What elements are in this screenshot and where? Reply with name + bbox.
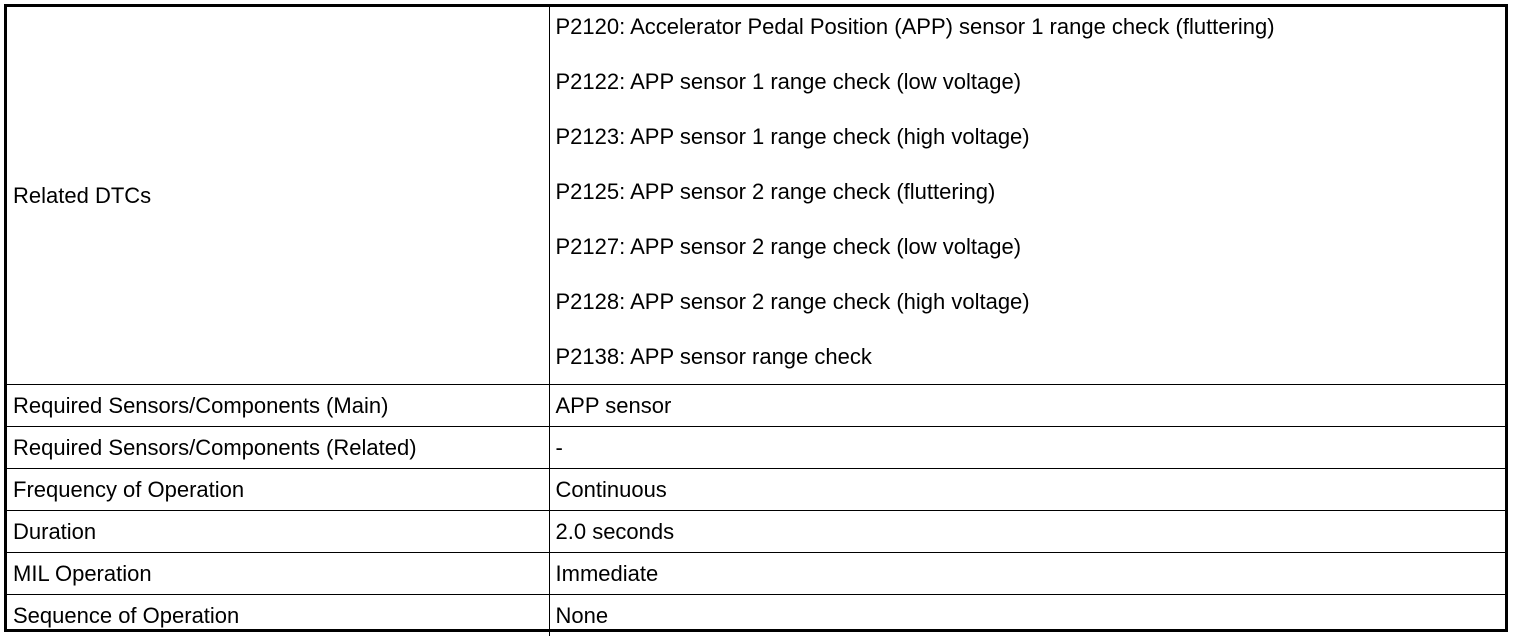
row-label: Required Sensors/Components (Related)	[7, 427, 549, 469]
dtc-item: P2138: APP sensor range check	[555, 344, 872, 369]
table-row-sequence	[7, 595, 1505, 637]
row-label: Related DTCs	[7, 7, 549, 385]
row-value: APP sensor	[549, 385, 1505, 427]
row-value: -	[549, 427, 1505, 469]
table-row-frequency	[7, 469, 1505, 511]
table-row-required-related	[7, 427, 1505, 469]
row-value: 2.0 seconds	[549, 511, 1505, 553]
row-value: Immediate	[549, 553, 1505, 595]
dtc-item: P2127: APP sensor 2 range check (low voltage)	[555, 234, 1022, 259]
row-label: Required Sensors/Components (Main)	[7, 385, 549, 427]
row-label: Frequency of Operation	[7, 469, 549, 511]
dtc-item: P2125: APP sensor 2 range check (fluttering)	[555, 179, 996, 204]
dtc-item: P2120: Accelerator Pedal Position (APP) sensor 1 range check (fluttering)	[555, 14, 1275, 39]
spec-table-frame	[4, 4, 1508, 632]
dtc-item: P2122: APP sensor 1 range check (low voltage)	[555, 69, 1022, 94]
table-row-mil-operation	[7, 553, 1505, 595]
table-row-related-dtcs	[7, 7, 1505, 385]
table-row-required-main	[7, 385, 1505, 427]
row-value: Continuous	[549, 469, 1505, 511]
dtc-item: P2123: APP sensor 1 range check (high voltage)	[555, 124, 1030, 149]
dtc-item: P2128: APP sensor 2 range check (high voltage)	[555, 289, 1030, 314]
row-label: MIL Operation	[7, 553, 549, 595]
row-label: Sequence of Operation	[7, 595, 549, 637]
row-value	[549, 7, 1505, 385]
row-value: None	[549, 595, 1505, 637]
dtc-list	[556, 7, 1506, 384]
spec-table	[7, 7, 1505, 636]
table-row-duration	[7, 511, 1505, 553]
row-label: Duration	[7, 511, 549, 553]
